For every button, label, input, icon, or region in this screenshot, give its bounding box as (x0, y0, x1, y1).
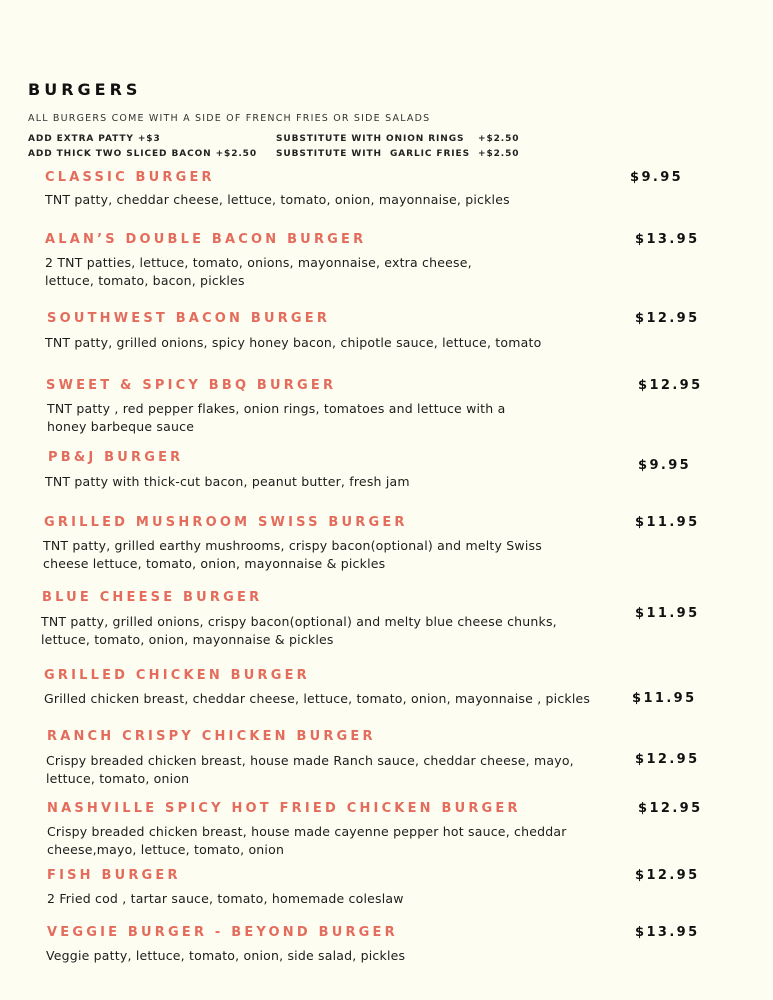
addon-onion-rings: SUBSTITUTE WITH ONION RINGS (276, 134, 465, 144)
menu-item-price: $12.95 (635, 311, 700, 326)
menu-item-name: GRILLED MUSHROOM SWISS BURGER (44, 515, 408, 530)
description-line: cheese,mayo, lettuce, tomato, onion (47, 841, 285, 857)
description-line: TNT patty, grilled onions, spicy honey bacon, chipotle sauce, lettuce, tomato (45, 335, 542, 350)
menu-item-price: $12.95 (638, 801, 703, 816)
addon-extra-patty: ADD EXTRA PATTY +$3 (28, 134, 161, 144)
addon-thick-bacon: ADD THICK TWO SLICED BACON +$2.50 (28, 149, 258, 159)
description-line: TNT patty with thick-cut bacon, peanut butter, fresh jam (45, 474, 410, 489)
section-subtitle: ALL BURGERS COME WITH A SIDE OF FRENCH FRIES OR SIDE SALADS (28, 113, 431, 124)
menu-item-price: $12.95 (635, 752, 700, 767)
description-line: honey barbeque sauce (47, 418, 195, 434)
menu-item-description (45, 473, 410, 491)
menu-item-description (45, 191, 510, 209)
menu-item-price: $11.95 (632, 691, 697, 706)
addon-garlic-fries-price: +$2.50 (478, 149, 520, 159)
menu-item-description (44, 690, 590, 708)
menu-item-name: SWEET & SPICY BBQ BURGER (46, 378, 337, 393)
menu-item-price: $12.95 (635, 868, 700, 883)
menu-item-name: GRILLED CHICKEN BURGER (44, 668, 310, 683)
menu-item-description (47, 823, 567, 858)
description-line: lettuce, tomato, onion (46, 770, 190, 786)
description-line: TNT patty, grilled onions, crispy bacon(optional) and melty blue cheese chunks, (41, 614, 557, 629)
addon-garlic-fries: SUBSTITUTE WITH GARLIC FRIES (276, 149, 470, 159)
description-line: cheese lettuce, tomato, onion, mayonnaise & pickles (43, 555, 386, 571)
description-line: TNT patty, cheddar cheese, lettuce, tomato, onion, mayonnaise, pickles (45, 192, 510, 207)
menu-item-price: $11.95 (635, 515, 700, 530)
description-line: lettuce, tomato, onion, mayonnaise & pickles (41, 631, 334, 647)
menu-item-name: SOUTHWEST BACON BURGER (47, 311, 331, 326)
description-line: Crispy breaded chicken breast, house made Ranch sauce, cheddar cheese, mayo, (46, 753, 574, 768)
menu-item-price: $11.95 (635, 606, 700, 621)
description-line: 2 Fried cod , tartar sauce, tomato, homemade coleslaw (47, 891, 404, 906)
description-line: Crispy breaded chicken breast, house made cayenne pepper hot sauce, cheddar (47, 824, 567, 839)
menu-item-name: PB&J BURGER (48, 450, 184, 465)
menu-item-description (46, 752, 574, 787)
menu-item-name: VEGGIE BURGER - BEYOND BURGER (47, 925, 398, 940)
description-line: Grilled chicken breast, cheddar cheese, lettuce, tomato, onion, mayonnaise , pickles (44, 691, 591, 706)
description-line: TNT patty, grilled earthy mushrooms, crispy bacon(optional) and melty Swiss (43, 538, 542, 553)
menu-item-description (45, 254, 472, 289)
menu-item-description (47, 400, 505, 435)
menu-item-description (45, 334, 541, 352)
menu-item-name: BLUE CHEESE BURGER (42, 590, 263, 605)
menu-item-description (41, 613, 557, 648)
menu-item-description (47, 890, 404, 908)
menu-item-name: NASHVILLE SPICY HOT FRIED CHICKEN BURGER (47, 801, 521, 816)
description-line: Veggie patty, lettuce, tomato, onion, side salad, pickles (46, 948, 406, 963)
menu-item-name: RANCH CRISPY CHICKEN BURGER (47, 729, 376, 744)
description-line: lettuce, tomato, bacon, pickles (45, 272, 245, 288)
menu-item-name: ALAN’S DOUBLE BACON BURGER (45, 232, 367, 247)
menu-item-description (46, 947, 405, 965)
menu-item-name: CLASSIC BURGER (45, 170, 215, 185)
menu-item-price: $9.95 (630, 170, 684, 185)
menu-item-price: $13.95 (635, 925, 700, 940)
menu-item-price: $12.95 (638, 378, 703, 393)
menu-item-price: $9.95 (638, 458, 692, 473)
addon-onion-rings-price: +$2.50 (478, 134, 520, 144)
menu-item-name: FISH BURGER (47, 868, 181, 883)
menu-item-price: $13.95 (635, 232, 700, 247)
description-line: TNT patty , red pepper flakes, onion rings, tomatoes and lettuce with a (47, 401, 506, 416)
section-title: BURGERS (28, 80, 142, 99)
menu-item-description (43, 537, 542, 572)
description-line: 2 TNT patties, lettuce, tomato, onions, mayonnaise, extra cheese, (45, 255, 472, 270)
